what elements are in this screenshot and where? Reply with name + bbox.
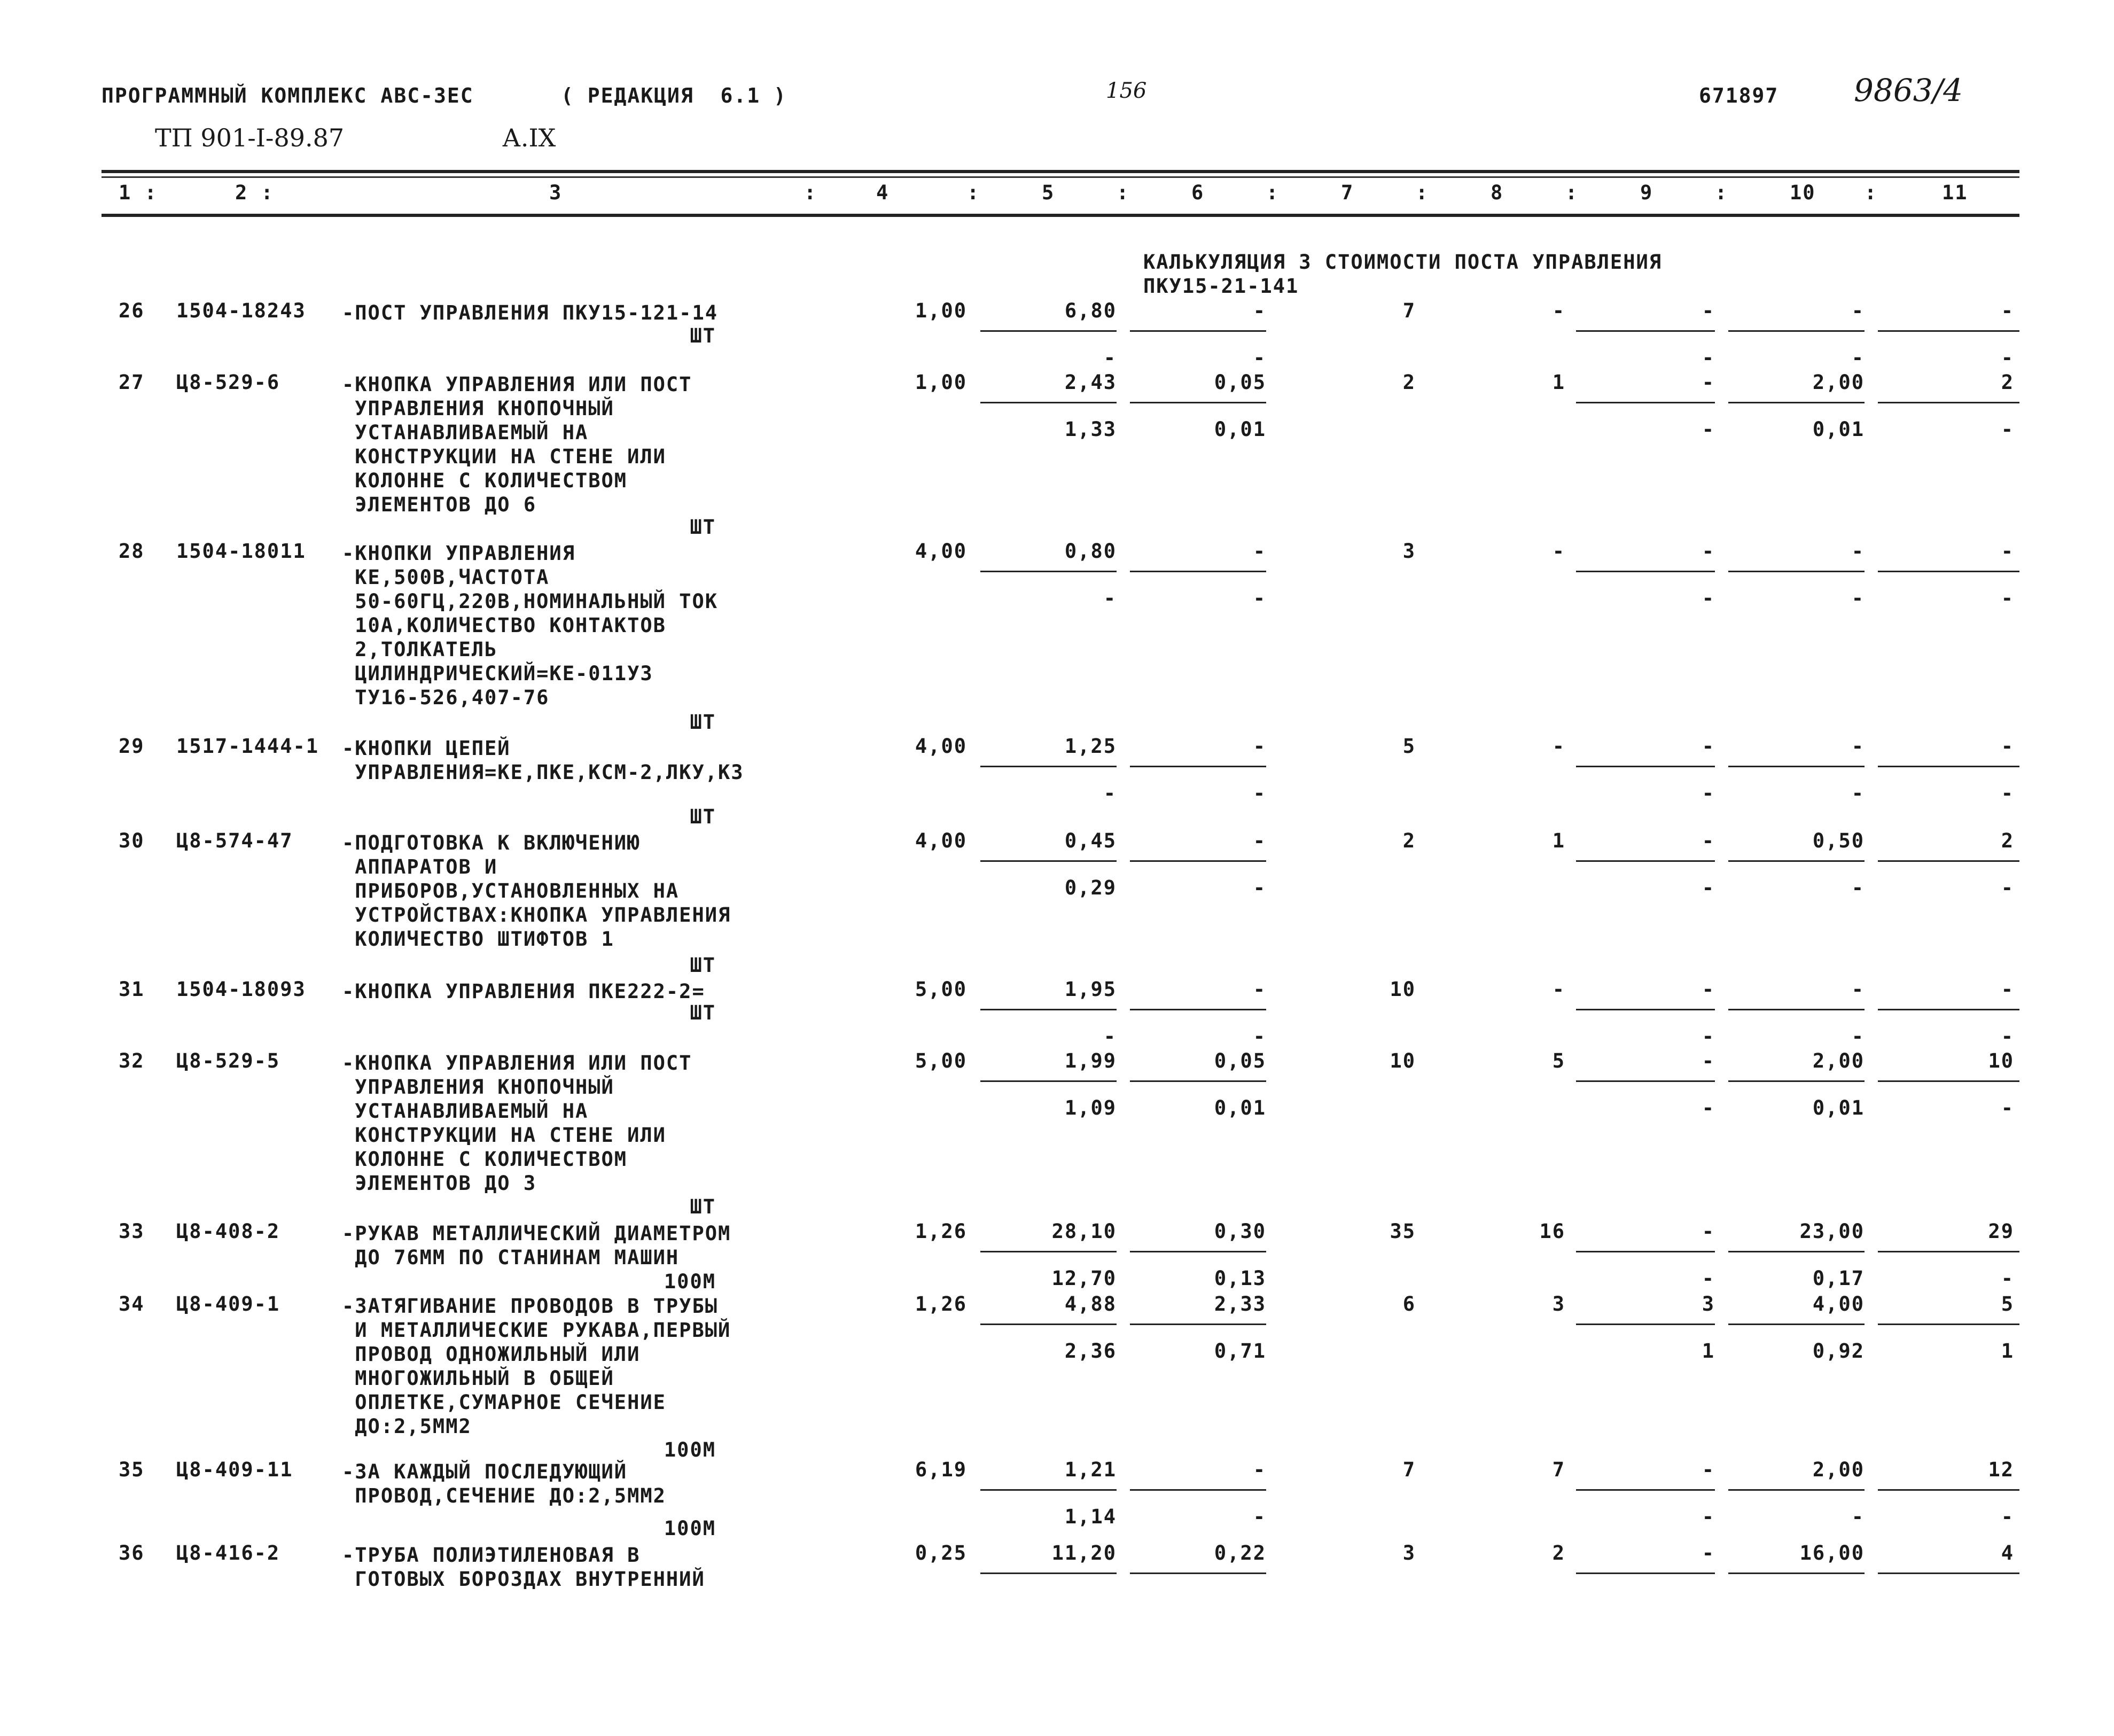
cell-c11b: -: [2001, 346, 2014, 369]
cell-c8: 1: [1552, 829, 1565, 852]
cell-c5: 11,20: [1051, 1542, 1117, 1564]
header-bottom-rule: [102, 214, 2019, 217]
cell-c10: 0,50: [1812, 829, 1865, 852]
row-description: -КНОПКА УПРАВЛЕНИЯ ИЛИ ПОСТ УПРАВЛЕНИЯ КНОПОЧНЫЙ УСТАНАВЛИВАЕМЫЙ НА КОНСТРУКЦИИ НА СТЕНЕ ИЛИ КОЛОННЕ С КОЛИЧЕСТВОМ ЭЛЕМЕНТОВ ДО 6: [342, 373, 692, 516]
row-number: 28: [119, 540, 145, 563]
cell-underline: [1130, 402, 1266, 403]
cell-c6b: 0,01: [1214, 418, 1266, 441]
col-sep: :: [967, 181, 980, 204]
cell-underline: [1576, 1251, 1715, 1252]
col-sep: :: [1865, 181, 1878, 204]
col-11: 11: [1942, 181, 1968, 204]
cell-c8: 3: [1552, 1293, 1565, 1315]
cell-c11: 5: [2001, 1293, 2014, 1315]
cell-c10: 2,00: [1812, 371, 1865, 394]
cell-c11b: -: [2001, 1267, 2014, 1290]
cell-c4: 1,00: [915, 299, 967, 322]
cell-c6b: -: [1253, 346, 1266, 369]
cell-c6: 2,33: [1214, 1293, 1266, 1315]
cell-underline: [1130, 1489, 1266, 1491]
cell-underline: [1576, 330, 1715, 332]
cell-c5: 1,99: [1064, 1049, 1117, 1072]
row-description: -КНОПКИ УПРАВЛЕНИЯ КЕ,500В,ЧАСТОТА 50-60ГЦ,220В,НОМИНАЛЬНЫЙ ТОК 10А,КОЛИЧЕСТВО КОНТАКТОВ 2,ТОЛКАТЕЛЬ ЦИЛИНДРИЧЕСКИЙ=КЕ-011У3 ТУ16-526,407-76: [342, 542, 719, 709]
cell-c6: 0,05: [1214, 1049, 1266, 1072]
row-unit: ШТ: [690, 516, 716, 539]
cell-underline: [980, 766, 1117, 767]
col-sep: :: [804, 181, 817, 204]
cell-c4: 0,25: [915, 1542, 967, 1564]
cell-underline: [980, 1009, 1117, 1010]
cell-c7: 35: [1390, 1220, 1416, 1243]
cell-c9: -: [1702, 299, 1715, 322]
cell-c5b: 12,70: [1051, 1267, 1117, 1290]
row-unit: 100М: [664, 1517, 716, 1540]
cell-c10b: 0,01: [1812, 1096, 1865, 1119]
document-code: 671897: [1699, 84, 1779, 107]
row-unit: ШТ: [690, 1001, 716, 1024]
cell-c11: 4: [2001, 1542, 2014, 1564]
cell-underline: [1576, 766, 1715, 767]
cell-c6: -: [1253, 299, 1266, 322]
col-3: 3: [549, 181, 563, 204]
cell-c5: 0,45: [1064, 829, 1117, 852]
cell-c8: 5: [1552, 1049, 1565, 1072]
cell-c8: -: [1552, 299, 1565, 322]
cell-c10b: 0,92: [1812, 1340, 1865, 1363]
cell-underline: [1130, 330, 1266, 332]
cell-underline: [980, 571, 1117, 572]
row-description: -ТРУБА ПОЛИЭТИЛЕНОВАЯ В ГОТОВЫХ БОРОЗДАХ ВНУТРЕННИЙ: [342, 1544, 705, 1591]
cell-c10b: -: [1851, 346, 1865, 369]
cell-underline: [1728, 766, 1865, 767]
cell-c7: 7: [1402, 1458, 1416, 1481]
cell-c6: -: [1253, 735, 1266, 758]
cell-c8: 2: [1552, 1542, 1565, 1564]
cell-underline: [1576, 1009, 1715, 1010]
cell-underline: [1728, 1324, 1865, 1325]
row-unit: ШТ: [690, 1195, 716, 1218]
row-code: Ц8-409-1: [176, 1293, 280, 1315]
cell-c7: 10: [1390, 1049, 1416, 1072]
cell-c9b: -: [1702, 1267, 1715, 1290]
cell-c11b: -: [2001, 1505, 2014, 1528]
cell-c9b: -: [1702, 782, 1715, 805]
cell-c6b: 0,01: [1214, 1096, 1266, 1119]
cell-c5b: 1,14: [1064, 1505, 1117, 1528]
cell-c5: 0,80: [1064, 540, 1117, 563]
cell-underline: [1878, 1572, 2019, 1574]
cell-c10b: 0,01: [1812, 418, 1865, 441]
cell-c11: 10: [1988, 1049, 2014, 1072]
cell-underline: [1576, 1080, 1715, 1082]
row-number: 34: [119, 1293, 145, 1315]
cell-c5b: 1,09: [1064, 1096, 1117, 1119]
row-code: Ц8-416-2: [176, 1542, 280, 1564]
row-unit: ШТ: [690, 711, 716, 734]
row-number: 26: [119, 299, 145, 322]
row-description: -ПОСТ УПРАВЛЕНИЯ ПКУ15-121-14: [342, 301, 719, 324]
row-number: 30: [119, 829, 145, 852]
cell-c7: 7: [1402, 299, 1416, 322]
cell-underline: [1728, 330, 1865, 332]
section-title: КАЛЬКУЛЯЦИЯ 3 СТОИМОСТИ ПОСТА УПРАВЛЕНИЯ: [1143, 251, 1663, 274]
cell-c6: -: [1253, 540, 1266, 563]
section-subtitle: ПКУ15-21-141: [1143, 275, 1299, 298]
row-description: -ЗАТЯГИВАНИЕ ПРОВОДОВ В ТРУБЫ И МЕТАЛЛИЧЕСКИЕ РУКАВА,ПЕРВЫЙ ПРОВОД ОДНОЖИЛЬНЫЙ ИЛИ МНОГОЖИЛЬНЫЙ В ОБЩЕЙ ОПЛЕТКЕ,СУМАРНОЕ СЕЧЕНИЕ ДО:2,5ММ2: [342, 1295, 731, 1438]
cell-underline: [1130, 766, 1266, 767]
cell-c4: 4,00: [915, 829, 967, 852]
row-unit: ШТ: [690, 324, 716, 347]
row-description: -КНОПКА УПРАВЛЕНИЯ ИЛИ ПОСТ УПРАВЛЕНИЯ КНОПОЧНЫЙ УСТАНАВЛИВАЕМЫЙ НА КОНСТРУКЦИИ НА СТЕНЕ ИЛИ КОЛОННЕ С КОЛИЧЕСТВОМ ЭЛЕМЕНТОВ ДО 3: [342, 1052, 692, 1195]
cell-c5: 2,43: [1064, 371, 1117, 394]
cell-c6b: -: [1253, 587, 1266, 610]
edition-label: ( РЕДАКЦИЯ 6.1 ): [561, 84, 787, 107]
cell-underline: [980, 330, 1117, 332]
cell-underline: [1878, 1009, 2019, 1010]
top-rule: [102, 170, 2019, 173]
cell-c11: -: [2001, 735, 2014, 758]
cell-underline: [1728, 1251, 1865, 1252]
cell-c9b: -: [1702, 418, 1715, 441]
cell-underline: [1576, 1324, 1715, 1325]
cell-c6: -: [1253, 1458, 1266, 1481]
col-7: 7: [1341, 181, 1354, 204]
cell-c8: 7: [1552, 1458, 1565, 1481]
col-8: 8: [1491, 181, 1504, 204]
cell-c9: -: [1702, 1542, 1715, 1564]
cell-underline: [980, 402, 1117, 403]
cell-c9: -: [1702, 540, 1715, 563]
cell-underline: [980, 860, 1117, 862]
cell-c10: 23,00: [1799, 1220, 1865, 1243]
cell-c6b: 0,13: [1214, 1267, 1266, 1290]
cell-c7: 2: [1402, 829, 1416, 852]
cell-c9b: -: [1702, 1025, 1715, 1048]
cell-underline: [1130, 1009, 1266, 1010]
cell-underline: [1576, 402, 1715, 403]
cell-c8: -: [1552, 735, 1565, 758]
row-unit: ШТ: [690, 805, 716, 828]
cell-c9b: 1: [1702, 1340, 1715, 1363]
cell-c5b: -: [1103, 346, 1117, 369]
cell-c5: 1,95: [1064, 978, 1117, 1001]
cell-underline: [1130, 1080, 1266, 1082]
cell-c5b: 0,29: [1064, 876, 1117, 899]
cell-c5: 28,10: [1051, 1220, 1117, 1243]
row-code: Ц8-574-47: [176, 829, 293, 852]
cell-c11b: -: [2001, 418, 2014, 441]
cell-c11b: 1: [2001, 1340, 2014, 1363]
cell-c5b: -: [1103, 587, 1117, 610]
col-6: 6: [1191, 181, 1205, 204]
cell-c5b: -: [1103, 1025, 1117, 1048]
row-description: -ПОДГОТОВКА К ВКЛЮЧЕНИЮ АППАРАТОВ И ПРИБОРОВ,УСТАНОВЛЕННЫХ НА УСТРОЙСТВАХ:КНОПКА УПРАВЛЕНИЯ КОЛИЧЕСТВО ШТИФТОВ 1: [342, 831, 731, 951]
cell-underline: [1878, 1324, 2019, 1325]
cell-c6: -: [1253, 978, 1266, 1001]
cell-underline: [1878, 1080, 2019, 1082]
row-unit: 100М: [664, 1438, 716, 1461]
row-code: 1504-18093: [176, 978, 306, 1001]
cell-c9b: -: [1702, 587, 1715, 610]
cell-c9b: -: [1702, 1096, 1715, 1119]
col-5: 5: [1042, 181, 1055, 204]
cell-c4: 5,00: [915, 1049, 967, 1072]
cell-c11: -: [2001, 299, 2014, 322]
cell-c4: 4,00: [915, 540, 967, 563]
cell-c11: 12: [1988, 1458, 2014, 1481]
cell-c7: 6: [1402, 1293, 1416, 1315]
cell-underline: [1130, 1324, 1266, 1325]
cell-underline: [980, 1080, 1117, 1082]
cell-underline: [1878, 766, 2019, 767]
row-description: -КНОПКА УПРАВЛЕНИЯ ПКЕ222-2=: [342, 980, 705, 1003]
cell-c7: 10: [1390, 978, 1416, 1001]
cell-underline: [1576, 1489, 1715, 1491]
cell-underline: [1878, 330, 2019, 332]
cell-c10b: -: [1851, 782, 1865, 805]
cell-c7: 3: [1402, 540, 1416, 563]
cell-underline: [1878, 1489, 2019, 1491]
row-unit: 100М: [664, 1270, 716, 1293]
cell-underline: [1576, 571, 1715, 572]
col-sep: :: [1565, 181, 1579, 204]
cell-underline: [1130, 860, 1266, 862]
cell-c6b: -: [1253, 1025, 1266, 1048]
cell-c10b: -: [1851, 1025, 1865, 1048]
cell-c5b: 2,36: [1064, 1340, 1117, 1363]
cell-underline: [1728, 571, 1865, 572]
cell-underline: [1878, 860, 2019, 862]
cell-c9: -: [1702, 978, 1715, 1001]
cell-underline: [980, 1572, 1117, 1574]
cell-c10b: -: [1851, 587, 1865, 610]
row-number: 27: [119, 371, 145, 394]
cell-c10: -: [1851, 540, 1865, 563]
cell-c6: 0,30: [1214, 1220, 1266, 1243]
cell-underline: [1878, 571, 2019, 572]
row-number: 36: [119, 1542, 145, 1564]
cell-c10: 2,00: [1812, 1458, 1865, 1481]
cell-c6: -: [1253, 829, 1266, 852]
cell-c9: -: [1702, 371, 1715, 394]
col-1: 1 :: [119, 181, 158, 204]
cell-c7: 5: [1402, 735, 1416, 758]
cell-c4: 1,26: [915, 1293, 967, 1315]
cell-c6: 0,22: [1214, 1542, 1266, 1564]
cell-underline: [1728, 1080, 1865, 1082]
cell-c11: -: [2001, 978, 2014, 1001]
album-number: А.IX: [502, 123, 556, 152]
cell-c4: 6,19: [915, 1458, 967, 1481]
cell-c9b: -: [1702, 876, 1715, 899]
cell-c4: 1,00: [915, 371, 967, 394]
cell-c9: -: [1702, 829, 1715, 852]
cell-c7: 2: [1402, 371, 1416, 394]
cell-underline: [1130, 571, 1266, 572]
cell-c9b: -: [1702, 346, 1715, 369]
cell-c11b: -: [2001, 876, 2014, 899]
row-code: Ц8-529-6: [176, 371, 280, 394]
cell-c11: 29: [1988, 1220, 2014, 1243]
cell-underline: [1728, 1009, 1865, 1010]
cell-underline: [1728, 402, 1865, 403]
row-number: 32: [119, 1049, 145, 1072]
cell-c5: 1,21: [1064, 1458, 1117, 1481]
cell-c6b: -: [1253, 876, 1266, 899]
cell-c6: 0,05: [1214, 371, 1266, 394]
cell-c4: 1,26: [915, 1220, 967, 1243]
cell-c10b: 0,17: [1812, 1267, 1865, 1290]
row-description: -РУКАВ МЕТАЛЛИЧЕСКИЙ ДИАМЕТРОМ ДО 76ММ ПО СТАНИНАМ МАШИН: [342, 1222, 731, 1269]
cell-c11b: -: [2001, 1025, 2014, 1048]
row-code: 1517-1444-1: [176, 735, 319, 758]
cell-c9: 3: [1702, 1293, 1715, 1315]
cell-c11: 2: [2001, 829, 2014, 852]
cell-underline: [1576, 860, 1715, 862]
cell-underline: [980, 1489, 1117, 1491]
col-4: 4: [876, 181, 890, 204]
cell-c10: -: [1851, 978, 1865, 1001]
cell-c4: 5,00: [915, 978, 967, 1001]
cell-c10: -: [1851, 735, 1865, 758]
cell-c11: 2: [2001, 371, 2014, 394]
row-number: 31: [119, 978, 145, 1001]
cell-c8: -: [1552, 978, 1565, 1001]
col-sep: :: [1715, 181, 1728, 204]
row-description: -КНОПКИ ЦЕПЕЙ УПРАВЛЕНИЯ=КЕ,ПКЕ,КСМ-2,ЛКУ,КЗ: [342, 737, 744, 784]
cell-c5: 1,25: [1064, 735, 1117, 758]
cell-c4: 4,00: [915, 735, 967, 758]
cell-c5b: -: [1103, 782, 1117, 805]
col-sep: :: [1117, 181, 1130, 204]
cell-underline: [1878, 402, 2019, 403]
cell-c10: 4,00: [1812, 1293, 1865, 1315]
cell-c11b: -: [2001, 1096, 2014, 1119]
cell-c10: 2,00: [1812, 1049, 1865, 1072]
top-rule-thin: [102, 176, 2019, 178]
row-code: 1504-18011: [176, 540, 306, 563]
cell-c10b: -: [1851, 1505, 1865, 1528]
cell-c11: -: [2001, 540, 2014, 563]
col-sep: :: [1416, 181, 1429, 204]
col-2: 2 :: [235, 181, 274, 204]
cell-c8: -: [1552, 540, 1565, 563]
row-description: -ЗА КАЖДЫЙ ПОСЛЕДУЮЩИЙ ПРОВОД,СЕЧЕНИЕ ДО:2,5ММ2: [342, 1460, 666, 1507]
cell-underline: [1576, 1572, 1715, 1574]
project-number: ТП 901-I-89.87: [155, 123, 345, 152]
cell-underline: [980, 1251, 1117, 1252]
col-sep: :: [1266, 181, 1280, 204]
cell-c5b: 1,33: [1064, 418, 1117, 441]
cell-underline: [980, 1324, 1117, 1325]
cell-c9: -: [1702, 1220, 1715, 1243]
cell-c10: -: [1851, 299, 1865, 322]
cell-c8: 16: [1539, 1220, 1565, 1243]
cell-c8: 1: [1552, 371, 1565, 394]
cell-c9: -: [1702, 1458, 1715, 1481]
cell-c10b: -: [1851, 876, 1865, 899]
col-9: 9: [1640, 181, 1653, 204]
cell-c9b: -: [1702, 1505, 1715, 1528]
cell-c9: -: [1702, 1049, 1715, 1072]
cell-c9: -: [1702, 735, 1715, 758]
cell-underline: [1878, 1251, 2019, 1252]
row-code: Ц8-409-11: [176, 1458, 293, 1481]
row-number: 29: [119, 735, 145, 758]
row-code: 1504-18243: [176, 299, 306, 322]
cell-c5: 6,80: [1064, 299, 1117, 322]
program-title: ПРОГРАММНЫЙ КОМПЛЕКС АВС-3ЕС: [102, 84, 474, 107]
cell-underline: [1130, 1572, 1266, 1574]
cell-c11b: -: [2001, 782, 2014, 805]
cell-c6b: -: [1253, 782, 1266, 805]
row-number: 33: [119, 1220, 145, 1243]
cell-c5: 4,88: [1064, 1293, 1117, 1315]
cell-c10: 16,00: [1799, 1542, 1865, 1564]
row-code: Ц8-529-5: [176, 1049, 280, 1072]
row-code: Ц8-408-2: [176, 1220, 280, 1243]
col-10: 10: [1790, 181, 1816, 204]
cell-c7: 3: [1402, 1542, 1416, 1564]
row-unit: ШТ: [690, 954, 716, 977]
row-number: 35: [119, 1458, 145, 1481]
cell-c11b: -: [2001, 587, 2014, 610]
cell-underline: [1130, 1251, 1266, 1252]
cell-c6b: -: [1253, 1505, 1266, 1528]
page-number: 156: [1106, 79, 1147, 103]
cell-underline: [1728, 860, 1865, 862]
cell-underline: [1728, 1572, 1865, 1574]
handwritten-number: 9863/4: [1854, 72, 1963, 108]
cell-c6b: 0,71: [1214, 1340, 1266, 1363]
cell-underline: [1728, 1489, 1865, 1491]
